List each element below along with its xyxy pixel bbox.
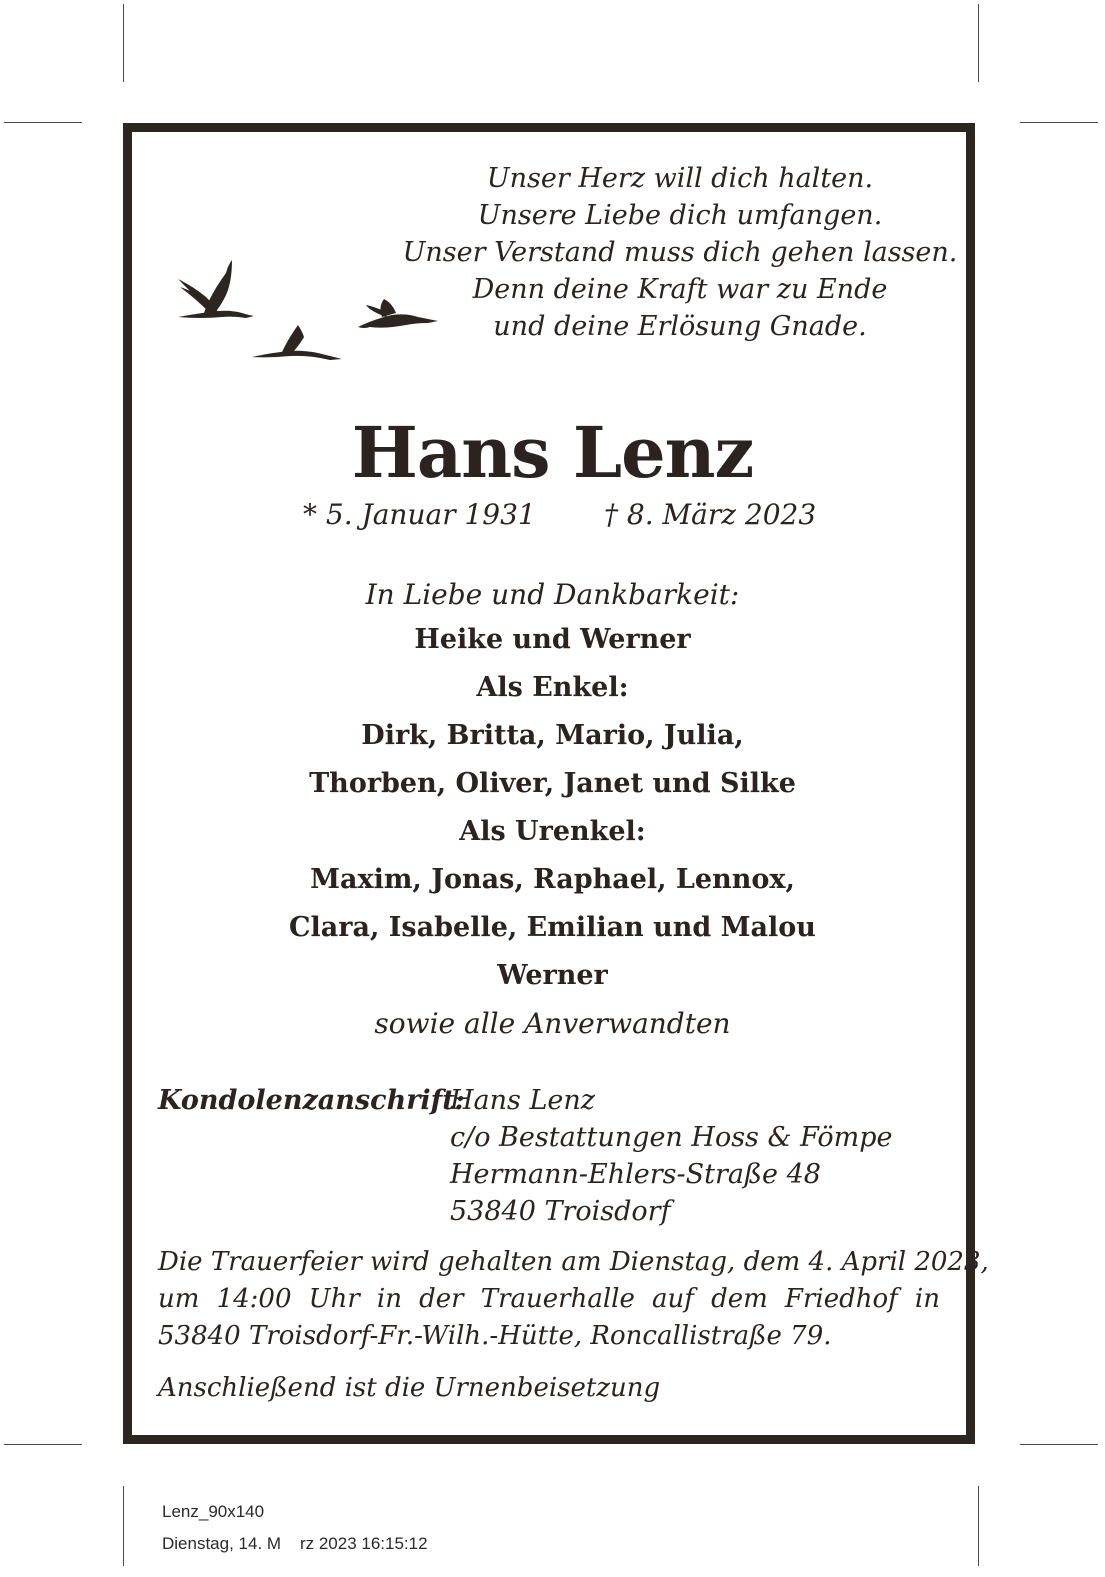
crop-mark [1020,1444,1098,1445]
mourners-block [0,574,1105,1048]
crop-mark [123,4,124,82]
service-line: 53840 Troisdorf-Fr.-Wilh.-Hütte, Roncallistraße 79. [158,1321,832,1351]
crop-mark [978,1486,979,1566]
poem-line: Unser Herz will dich halten. [486,163,874,194]
mourner-line: Als Urenkel: [459,816,646,847]
crop-mark [123,1486,124,1566]
poem-line: Unser Verstand muss dich gehen lassen. [402,237,958,268]
mourner-line: Maxim, Jonas, Raphael, Lennox, [310,864,795,895]
mourners-outro: sowie alle Anverwandten [374,1007,731,1040]
poem-line: und deine Erlösung Gnade. [493,311,867,342]
mourner-line: Clara, Isabelle, Emilian und Malou [289,912,816,943]
service-line: um 14:00 Uhr in der Trauerhalle auf dem Friedhof in [158,1284,940,1314]
crop-mark [978,4,979,82]
print-slug-file: Lenz_90x140 [162,1502,265,1521]
poem-line: Denn deine Kraft war zu Ende [472,274,888,305]
mourner-line: Als Enkel: [476,672,629,703]
poem-line: Unsere Liebe dich umfangen. [477,200,883,231]
crop-mark [4,122,82,123]
service-line: Die Trauerfeier wird gehalten am Dienstag, dem 4. April 2023, [158,1247,989,1277]
print-slug-timestamp: Dienstag, 14. M rz 2023 16:15:12 [162,1534,428,1553]
deceased-name: Hans Lenz [351,411,754,494]
condolence-address-line: c/o Bestattungen Hoss & Fömpe [450,1122,893,1153]
poem [400,160,960,345]
condolence-address-line: 53840 Troisdorf [450,1196,671,1227]
final-note: Anschließend ist die Urnenbeisetzung [158,1373,661,1403]
crop-mark [4,1444,82,1445]
condolence-address-line: Hermann-Ehlers-Straße 48 [450,1159,821,1190]
mourner-line: Werner [497,960,608,991]
death-date: † 8. März 2023 [604,498,817,531]
condolence-label [158,1082,465,1119]
mourners-intro: In Liebe und Dankbarkeit: [365,578,740,611]
service-info [158,1244,989,1355]
flying-cranes-icon [170,255,450,370]
mourner-line: Heike und Werner [414,624,691,655]
mourner-line: Thorben, Oliver, Janet und Silke [309,768,796,799]
condolence-label-text: Kondolenzanschrift: [158,1085,465,1116]
birth-date: * 5. Januar 1931 [303,498,536,531]
mourner-line: Dirk, Britta, Mario, Julia, [361,720,744,751]
crop-mark [1020,122,1098,123]
condolence-address-line: Hans Lenz [450,1085,595,1116]
